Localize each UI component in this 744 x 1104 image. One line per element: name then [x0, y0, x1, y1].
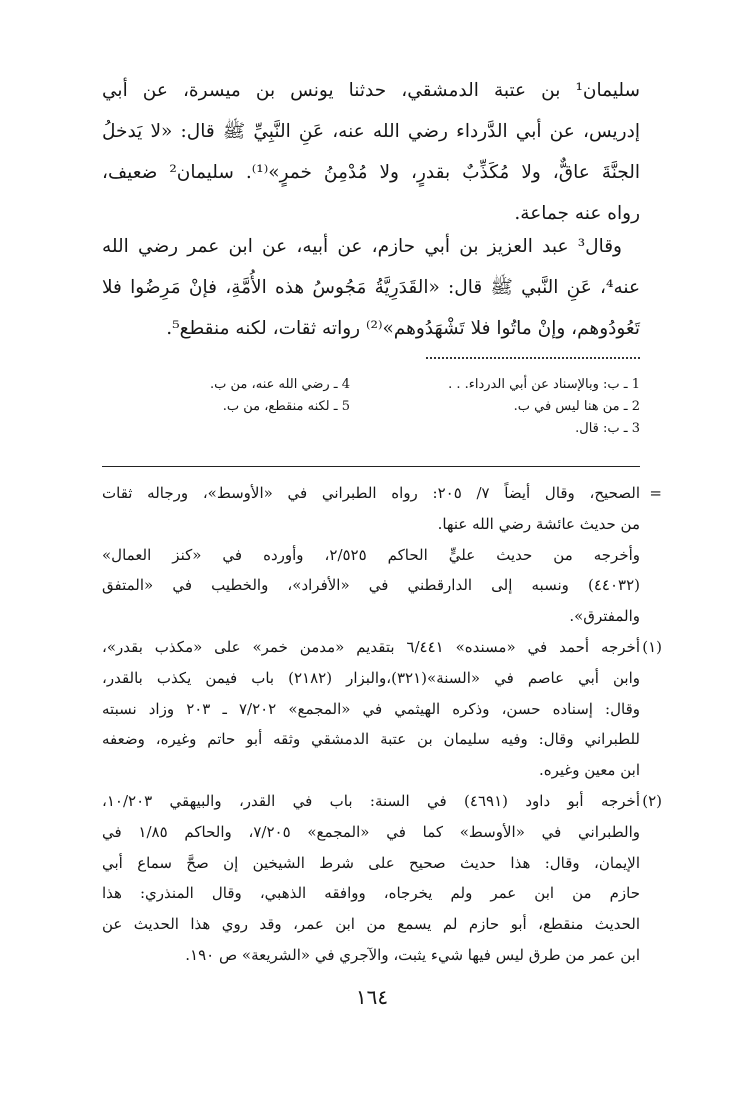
footnote-marker: (١): [642, 638, 662, 656]
main-text-line: عنه⁴، عَنِ النَّبي ﷺ قال: «القَدَرِيَّةُ مَجُوسُ هذه الأُمَّةِ، فإنْ مَرِضُوا فلا: [102, 277, 640, 298]
footnote-line: والمفترق».: [569, 607, 640, 626]
footnote-separator: [102, 466, 640, 467]
main-text-line: تَعُودُوهم، وإنْ ماتُوا فلا تَشْهَدُوهم»⁽²⁾ رواته ثقات، لكنه منقطع⁵.: [166, 318, 640, 339]
footnote-line: ابن معين وغيره.: [538, 761, 640, 780]
variant-note: 2 ـ من هنا ليس في ب.: [513, 399, 640, 414]
footnote-line: من حديث عائشة رضي الله عنها.: [437, 514, 640, 533]
footnote-line: والطبراني في «الأوسط» كما في «المجمع» ٧/٢٠٥، والحاكم ١/٨٥ في: [102, 822, 640, 841]
variant-note: 4 ـ رضي الله عنه، من ب.: [210, 377, 350, 392]
footnote-line: الصحيح، وقال أيضاً ٧/ ٢٠٥: رواه الطبراني في «الأوسط»، ورجاله ثقات: [102, 484, 640, 502]
footnote-marker: (٢): [642, 792, 662, 810]
variant-notes-left-column: [210, 374, 350, 418]
variant-note: 5 ـ لكنه منقطع، من ب.: [222, 399, 350, 414]
footnote-1: [102, 632, 662, 786]
main-text-line: سليمان¹ بن عتبة الدمشقي، حدثنا يونس بن ميسرة، عن أبي: [102, 80, 640, 101]
footnote-line: وأخرجه من حديث عليٍّ الحاكم ٢/٥٢٥، وأورده في «كنز العمال»: [102, 545, 641, 564]
footnote-line: (٤٤٠٣٢) ونسبه إلى الدارقطني في «الأفراد»، والخطيب في «المتفق: [102, 576, 640, 595]
footnote-line: ابن عمر من طرق ليس فيها شيء يثبت، والآجري في «الشريعة» ص ١٩٠.: [185, 945, 640, 964]
footnote-2: [102, 786, 662, 971]
variant-notes-right-column: [448, 374, 640, 440]
footnote-line: الحديث منقطع، أبو حازم لم يسمع من ابن عمر، وقد روي هذا الحديث عن: [102, 915, 640, 934]
main-text-line: إدريس، عن أبي الدَّرداء رضي الله عنه، عَنِ النَّبِيِّ ﷺ قال: «لا يَدخلُ: [102, 121, 640, 142]
footnote-line: الإيمان، وقال: هذا حديث صحيح على شرط الشيخين إن صحَّ سماع أبي: [102, 853, 640, 872]
main-text-paragraph-1: [102, 70, 640, 234]
page-number: ١٦٤: [355, 985, 389, 1009]
footnote-line: وقال: إسناده حسن، وذكره الهيثمي في «المجمع» ٧/٢٠٢ ـ ٢٠٣ وزاد نسبته: [102, 699, 640, 718]
main-text-line: الجنَّةَ عاقٌّ، ولا مُكَذِّبٌ بقدرٍ، ولا مُدْمِنُ خمرٍ»⁽¹⁾. سليمان² ضعيف،: [102, 162, 641, 183]
main-text-line: رواه عنه جماعة.: [514, 203, 640, 224]
footnote-line: أخرجه أحمد في «مسنده» ٦/٤٤١ بتقديم «مدمن خمر» على «مكذب بقدر»،: [102, 638, 640, 656]
footnote-continuation: [102, 478, 662, 632]
variant-note: 1 ـ ب: وبالإسناد عن أبي الدرداء. . .: [448, 377, 640, 392]
variant-note: 3 ـ ب: قال.: [575, 421, 640, 436]
main-text-line: وقال³ عبد العزيز بن أبي حازم، عن أبيه، عن ابن عمر رضي الله: [102, 236, 622, 257]
continuation-marker: =: [649, 484, 662, 502]
dotted-separator: [426, 357, 640, 360]
footnote-line: أخرجه أبو داود (٤٦٩١) في السنة: باب في القدر، والبيهقي ١٠/٢٠٣،: [102, 792, 640, 810]
footnote-line: للطبراني وقال: وفيه سليمان بن عتبة الدمشقي وثقه أبو حاتم وغيره، وضعفه: [102, 730, 640, 749]
footnote-line: حازم من ابن عمر ولم يخرجاه، ووافقه الذهبي، وقال المنذري: هذا: [102, 884, 640, 903]
footnote-line: وابن أبي عاصم في «السنة»(٣٢١)،والبزار (٢١٨٢) باب فيمن يكذب بالقدر،: [102, 668, 640, 687]
main-text-paragraph-2: [102, 226, 640, 349]
